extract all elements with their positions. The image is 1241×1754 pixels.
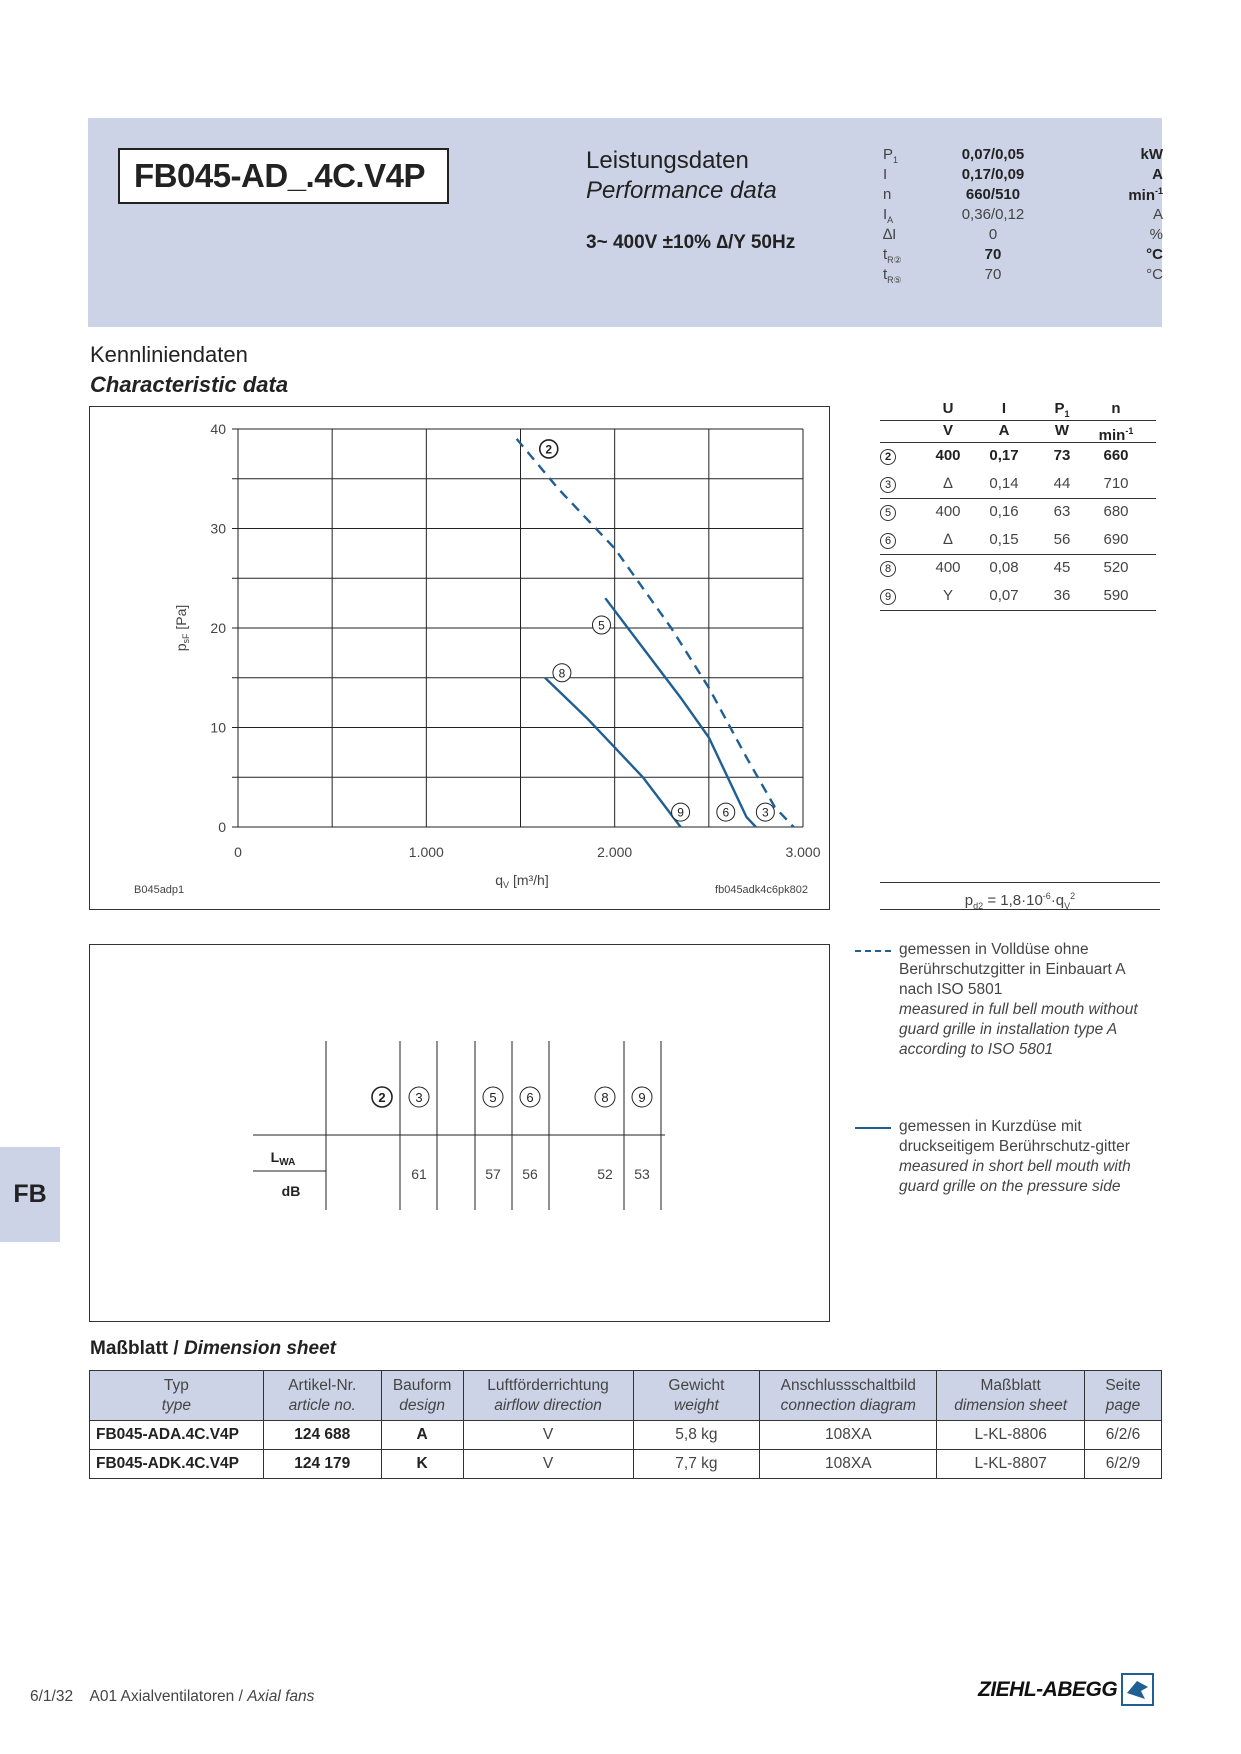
table-cell: 63 (1053, 503, 1071, 520)
performance-value: 0,36/0,12 (961, 206, 1025, 223)
curve-marker-label: 5 (598, 618, 605, 633)
header-de: Anschlussschaltbild (780, 1376, 916, 1394)
dimension-header-cell (263, 1371, 381, 1421)
brand-wordmark: ZIEHL-ABEGG (978, 1677, 1118, 1701)
performance-row (883, 226, 1163, 246)
y-axis-label: $p_{sF}$ [Pa] (173, 604, 191, 652)
table-cell: ∆ (943, 531, 953, 548)
table-unit-cell: V (942, 422, 953, 439)
table-cell: 0,07 (989, 587, 1019, 604)
performance-row (883, 166, 1163, 186)
dimension-title-de: Maßblatt (90, 1338, 169, 1359)
table-divider (880, 610, 1156, 611)
table-unit-cell: A (998, 422, 1010, 439)
characteristic-chart (89, 406, 830, 910)
header-en: connection diagram (780, 1396, 916, 1414)
lwa-label: $L_{WA}$ (270, 1149, 296, 1168)
header-en: airflow direction (494, 1396, 602, 1414)
y-tick-label: 20 (210, 620, 226, 636)
x-tick-label: 0 (234, 844, 242, 860)
table-cell: 124 688 (263, 1421, 381, 1450)
dimension-header-cell (760, 1371, 937, 1421)
curve-marker-label: 9 (677, 805, 684, 820)
characteristic-title-de: Kennliniendaten (90, 342, 248, 367)
performance-symbol: n (883, 186, 892, 203)
legend-solid-en: measured in short bell mouth with guard grille on the pressure side (899, 1158, 1131, 1195)
table-unit-cell: $\min^{-1}$ (1098, 426, 1134, 444)
model-title: FB045-AD_.4C.V4P (118, 148, 449, 204)
table-cell: 108XA (760, 1421, 937, 1450)
x-tick-label: 1.000 (408, 844, 444, 860)
y-tick-label: 0 (218, 819, 226, 835)
legend-dashed-en: measured in full bell mouth without guard grille in installation type A according to ISO 5801 (899, 1001, 1138, 1058)
curve-marker-label: 3 (761, 805, 769, 820)
table-cell: 0,08 (989, 559, 1019, 576)
characteristic-title-en: Characteristic data (90, 372, 289, 397)
performance-row (883, 266, 1163, 286)
table-row (880, 582, 1156, 610)
table-cell: 36 (1053, 587, 1071, 604)
table-cell: 108XA (760, 1450, 937, 1479)
table-row (880, 470, 1156, 498)
sound-column-label: 9 (638, 1090, 646, 1105)
footer-text: 6/1/32 A01 Axialventilatoren / Axial fans (30, 1688, 315, 1705)
row-id-badge: 2 (868, 442, 908, 470)
footer-section-en: Axial fans (247, 1688, 315, 1705)
sound-column-label: 2 (378, 1090, 386, 1105)
sound-value: 53 (634, 1166, 650, 1182)
row-id-badge: 3 (868, 470, 908, 498)
legend-solid-de: gemessen in Kurzdüse mit druckseitigem Berührschutz-gitter (899, 1118, 1130, 1155)
curve-2 (517, 439, 794, 827)
performance-unit: °C (1146, 246, 1163, 263)
table-header (880, 398, 1156, 420)
performance-unit: % (1149, 226, 1163, 243)
curve-8 (545, 678, 681, 827)
table-cell: 44 (1053, 475, 1071, 492)
table-cell: K (381, 1450, 463, 1479)
performance-unit: $\min^{-1}$ (1128, 186, 1163, 204)
sound-value: 56 (522, 1166, 538, 1182)
header-en: dimension sheet (954, 1396, 1068, 1414)
brand-logo (978, 1673, 1154, 1706)
curve-marker-label: 2 (545, 442, 553, 457)
header-en: weight (674, 1396, 719, 1414)
performance-symbol: $I_A$ (883, 206, 894, 225)
performance-value: 660/510 (965, 186, 1021, 203)
table-header-cell: I (1001, 400, 1007, 417)
performance-title-de: Leistungsdaten (586, 147, 749, 174)
sound-column-label: 5 (489, 1090, 497, 1105)
table-cell: 660 (1103, 447, 1129, 464)
performance-symbol: I (883, 166, 888, 183)
brand-mark-icon (1121, 1673, 1154, 1706)
performance-unit: A (1152, 206, 1163, 223)
table-cell: 520 (1103, 559, 1129, 576)
table-cell: L-KL-8806 (937, 1421, 1085, 1450)
legend-dashed-de: gemessen in Volldüse ohne Berührschutzgitter in Einbauart A nach ISO 5801 (899, 941, 1125, 998)
table-cell: 6/2/9 (1085, 1450, 1162, 1479)
table-header-cell: U (942, 400, 954, 417)
performance-title-en: Performance data (586, 177, 777, 204)
chart-grid (238, 429, 803, 827)
dimension-header-cell (90, 1371, 264, 1421)
table-cell: 73 (1053, 447, 1071, 464)
header-de: Typ (163, 1376, 189, 1394)
performance-unit: A (1152, 166, 1163, 183)
y-tick-label: 40 (210, 421, 226, 437)
table-cell: 400 (935, 447, 961, 464)
sound-value: 57 (485, 1166, 501, 1182)
sound-column-label: 8 (601, 1090, 609, 1105)
dimension-title-en: Dimension sheet (183, 1338, 336, 1359)
performance-value: 70 (984, 266, 1002, 283)
performance-symbol: $P_1$ (883, 146, 899, 165)
table-header-cell: n (1111, 400, 1121, 417)
header-en: page (1105, 1396, 1141, 1414)
row-id-badge: 6 (868, 526, 908, 554)
table-row (880, 526, 1156, 554)
y-tick-label: 30 (210, 520, 226, 537)
table-cell: 6/2/6 (1085, 1421, 1162, 1450)
table-cell: Y (942, 587, 953, 604)
dimension-header-cell (463, 1371, 633, 1421)
table-row (90, 1450, 1162, 1479)
table-cell: 400 (935, 559, 961, 576)
row-id-badge: 9 (868, 582, 908, 610)
solid-line-sample (855, 1127, 891, 1129)
performance-row (883, 146, 1163, 166)
row-id-badge: 8 (868, 554, 908, 582)
sound-value: 61 (411, 1166, 427, 1182)
curve-marker-label: 6 (722, 805, 730, 820)
header-de: Maßblatt (980, 1376, 1041, 1394)
operating-points-table (880, 398, 1156, 610)
y-tick-label: 10 (210, 719, 226, 736)
x-axis-label: $q_V$ [m³/h] (495, 872, 549, 890)
chart-footnote-right: fb045adk4c6pk802 (715, 884, 808, 896)
performance-unit: kW (1140, 146, 1163, 163)
header-de: Seite (1105, 1376, 1141, 1394)
performance-value: 0 (988, 226, 998, 243)
header-en: type (161, 1396, 192, 1414)
dashed-line-sample (855, 950, 891, 952)
dimension-header-cell (633, 1371, 760, 1421)
table-cell: L-KL-8807 (937, 1450, 1085, 1479)
table-cell: FB045-ADK.4C.V4P (90, 1450, 264, 1479)
dimension-header-cell (937, 1371, 1085, 1421)
section-tab: FB (0, 1147, 60, 1242)
x-tick-label: 3.000 (785, 844, 821, 860)
table-cell: 590 (1103, 587, 1129, 604)
dynamic-pressure-formula: $p_{d2} = 1,8\cdot 10^{-6}\cdot q_V^2$ (880, 882, 1160, 910)
performance-values (883, 146, 1163, 286)
header-de: Artikel-Nr. (288, 1376, 357, 1394)
table-cell: 0,17 (989, 447, 1019, 464)
characteristic-title (90, 340, 288, 400)
dimension-title (90, 1338, 336, 1360)
table-cell: 7,7 kg (633, 1450, 760, 1479)
table-cell: 710 (1103, 475, 1129, 492)
table-row (880, 442, 1156, 470)
performance-unit: °C (1146, 266, 1163, 283)
dimension-header-cell (1085, 1371, 1162, 1421)
header-band (88, 118, 1162, 327)
table-header-cell: $P_1$ (1054, 400, 1070, 419)
row-id-badge: 5 (868, 498, 908, 526)
footer-page: 6/1/32 (30, 1688, 74, 1705)
table-divider (880, 420, 1156, 421)
performance-row (883, 246, 1163, 266)
performance-symbol: $t_{R②}$ (883, 246, 902, 265)
performance-value: 70 (984, 246, 1002, 263)
header-de: Bauform (392, 1376, 452, 1394)
table-unit-cell: W (1054, 422, 1070, 439)
performance-symbol: $t_{R⑤}$ (883, 266, 902, 285)
x-tick-label: 2.000 (597, 844, 633, 860)
curve-5 (605, 598, 756, 827)
table-cell: V (463, 1421, 633, 1450)
dimension-table (89, 1370, 1162, 1479)
db-label: dB (281, 1183, 301, 1199)
table-row (880, 554, 1156, 582)
table-cell: A (381, 1421, 463, 1450)
header-en: article no. (288, 1396, 356, 1414)
sound-column-label: 3 (415, 1090, 423, 1105)
header-de: Luftförderrichtung (487, 1376, 609, 1394)
chart-footnote-left: B045adp1 (134, 884, 185, 896)
table-cell: ∆ (943, 475, 953, 492)
table-cell: FB045-ADA.4C.V4P (90, 1421, 264, 1450)
table-row (90, 1421, 1162, 1450)
table-cell: 0,14 (989, 475, 1019, 492)
voltage-spec: 3~ 400V ±10% ∆/Y 50Hz (586, 232, 796, 253)
performance-title (586, 146, 777, 206)
table-cell: 0,16 (989, 503, 1019, 520)
footer-section-de: A01 Axialventilatoren (89, 1688, 235, 1705)
sound-column-label: 6 (526, 1090, 534, 1105)
table-cell: 690 (1103, 531, 1129, 548)
performance-symbol: ∆I (883, 226, 897, 243)
sound-power-box (89, 944, 830, 1322)
header-en: design (399, 1396, 445, 1414)
sound-power-svg (90, 945, 831, 1323)
table-cell: 5,8 kg (633, 1421, 760, 1450)
performance-row (883, 206, 1163, 226)
table-cell: 680 (1103, 503, 1129, 520)
table-cell: 400 (935, 503, 961, 520)
table-cell: 56 (1053, 531, 1071, 548)
table-cell: V (463, 1450, 633, 1479)
performance-value: 0,07/0,05 (961, 146, 1025, 163)
table-cell: 124 179 (263, 1450, 381, 1479)
table-cell: 0,15 (989, 531, 1019, 548)
dimension-header-cell (381, 1371, 463, 1421)
chart-svg (90, 407, 831, 911)
sound-value: 52 (597, 1166, 613, 1182)
table-units-row (880, 420, 1156, 442)
dimension-title-sep: / (168, 1338, 184, 1359)
performance-value: 0,17/0,09 (961, 166, 1025, 183)
table-cell: 45 (1053, 559, 1071, 576)
table-row (880, 498, 1156, 526)
performance-row (883, 186, 1163, 206)
curve-marker-label: 8 (558, 666, 566, 681)
header-de: Gewicht (668, 1376, 725, 1394)
